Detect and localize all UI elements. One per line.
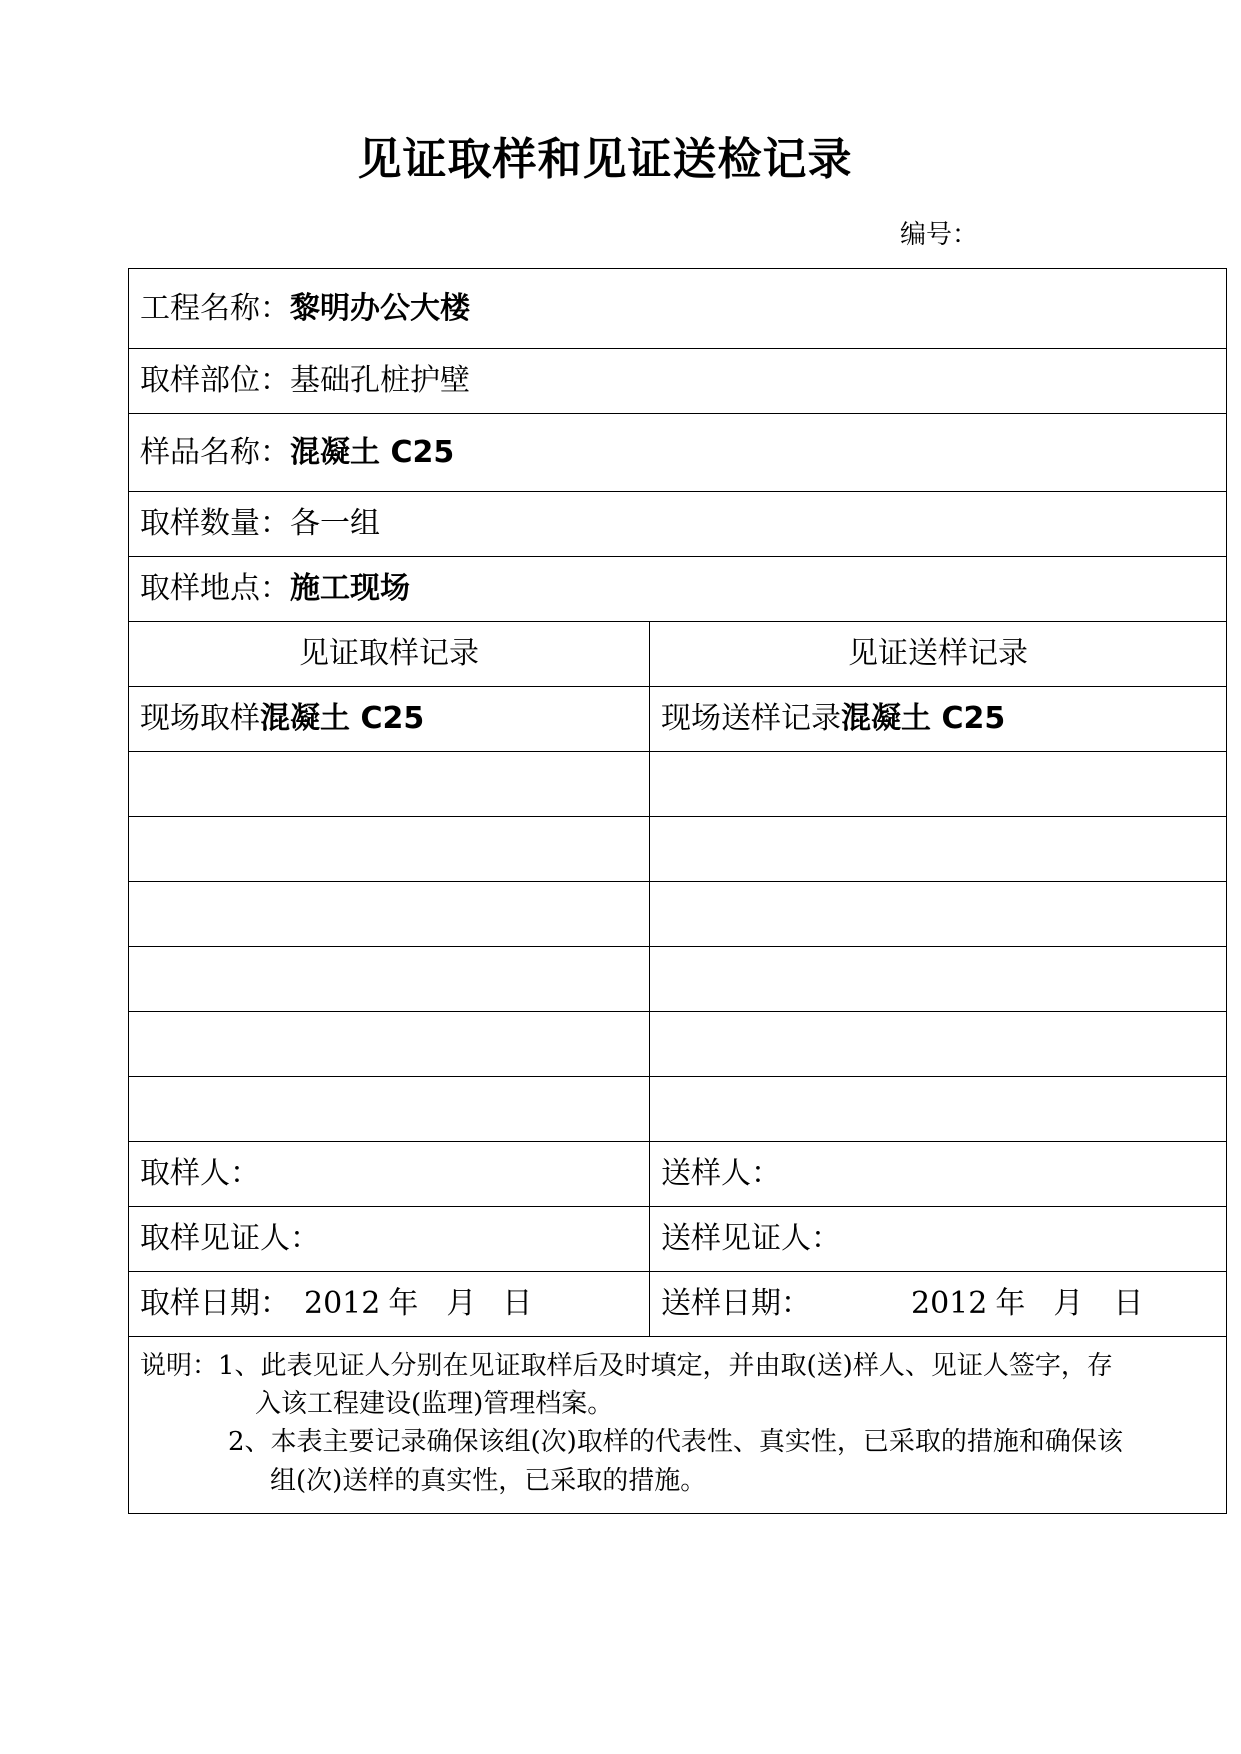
sample-name-cell (129, 414, 1227, 492)
sampling-record-cell (129, 947, 650, 1012)
notes-row (129, 1337, 1227, 1514)
sampling-record-cell (129, 1012, 650, 1077)
sampling-location-value: 基础孔桩护壁 (290, 363, 470, 398)
sample-quantity-value: 各一组 (290, 506, 380, 541)
sample-quantity-row (129, 492, 1227, 557)
witness-sampling-header: 见证取样记录 (129, 622, 650, 687)
send-witness-label: 送样见证人： (650, 1207, 1227, 1272)
record-row (129, 1077, 1227, 1142)
sampling-place-value: 施工现场 (290, 571, 410, 606)
sampling-place-row (129, 557, 1227, 622)
send-date-cell (650, 1272, 1227, 1337)
document-title: 见证取样和见证送检记录 (357, 134, 853, 185)
note-line-4: 组(次)送样的真实性，已采取的措施。 (270, 1465, 707, 1496)
sample-date-year: 2012 (304, 1286, 381, 1321)
note-line-3: 2、本表主要记录确保该组(次)取样的代表性、真实性，已采取的措施和确保该 (228, 1427, 1123, 1458)
sending-record-cell (650, 1077, 1227, 1142)
sample-name-row (129, 414, 1227, 492)
sample-name-value: 混凝土 C25 (290, 434, 455, 470)
sampling-record-value: 混凝土 C25 (260, 701, 425, 736)
sending-record-cell (650, 947, 1227, 1012)
witness-sending-header: 见证送样记录 (650, 622, 1227, 687)
date-row (129, 1272, 1227, 1337)
sampling-record-cell (129, 752, 650, 817)
send-date-label: 送样日期： (661, 1286, 811, 1321)
send-date-year: 2012 (911, 1286, 988, 1321)
note-line-1: 说明：1、此表见证人分别在见证取样后及时填定，并由取(送)样人、见证人签字，存 (140, 1351, 1113, 1381)
sampling-record-cell (129, 687, 650, 752)
record-form-table (128, 268, 1227, 1514)
sample-date-year-char: 年 (388, 1286, 419, 1321)
send-date-day-char: 日 (1113, 1286, 1144, 1321)
sample-date-cell (129, 1272, 650, 1337)
sample-witness-label: 取样见证人： (129, 1207, 650, 1272)
sampler-label: 取样人： (129, 1142, 650, 1207)
witness-row (129, 1207, 1227, 1272)
sample-date-day-char: 日 (502, 1286, 533, 1321)
sample-quantity-label: 取样数量： (140, 506, 290, 541)
record-row (129, 1012, 1227, 1077)
sample-date-month-char: 月 (446, 1286, 477, 1321)
sampling-location-label: 取样部位： (140, 363, 290, 398)
sending-record-cell (650, 1012, 1227, 1077)
record-row (129, 752, 1227, 817)
sending-record-cell (650, 882, 1227, 947)
notes-cell (129, 1337, 1227, 1514)
project-name-label: 工程名称： (140, 290, 290, 326)
send-date-year-char: 年 (995, 1286, 1026, 1321)
sample-quantity-cell (129, 492, 1227, 557)
project-name-cell (129, 269, 1227, 349)
project-name-row (129, 269, 1227, 349)
record-row (129, 947, 1227, 1012)
sampling-record-cell (129, 882, 650, 947)
sending-record-prefix: 现场送样记录 (661, 701, 841, 736)
note-line-2: 入该工程建设(监理)管理档案。 (255, 1389, 614, 1420)
sending-record-cell (650, 687, 1227, 752)
record-row (129, 817, 1227, 882)
send-date-month-char: 月 (1053, 1286, 1084, 1321)
sampling-place-label: 取样地点： (140, 571, 290, 606)
record-row (129, 882, 1227, 947)
sampling-location-row (129, 349, 1227, 414)
sending-record-cell (650, 817, 1227, 882)
sample-date-label: 取样日期： (140, 1286, 290, 1321)
sampling-place-cell (129, 557, 1227, 622)
record-header-row (129, 622, 1227, 687)
sampler-row (129, 1142, 1227, 1207)
sending-record-cell (650, 752, 1227, 817)
project-name-value: 黎明办公大楼 (290, 290, 470, 326)
record-row (129, 687, 1227, 752)
sampling-record-cell (129, 1077, 650, 1142)
sampling-record-cell (129, 817, 650, 882)
sampling-record-prefix: 现场取样 (140, 701, 260, 736)
sample-name-label: 样品名称： (140, 434, 290, 470)
sampling-location-cell (129, 349, 1227, 414)
sending-record-value: 混凝土 C25 (841, 701, 1006, 736)
serial-number-label: 编号： (900, 220, 979, 250)
sender-label: 送样人： (650, 1142, 1227, 1207)
